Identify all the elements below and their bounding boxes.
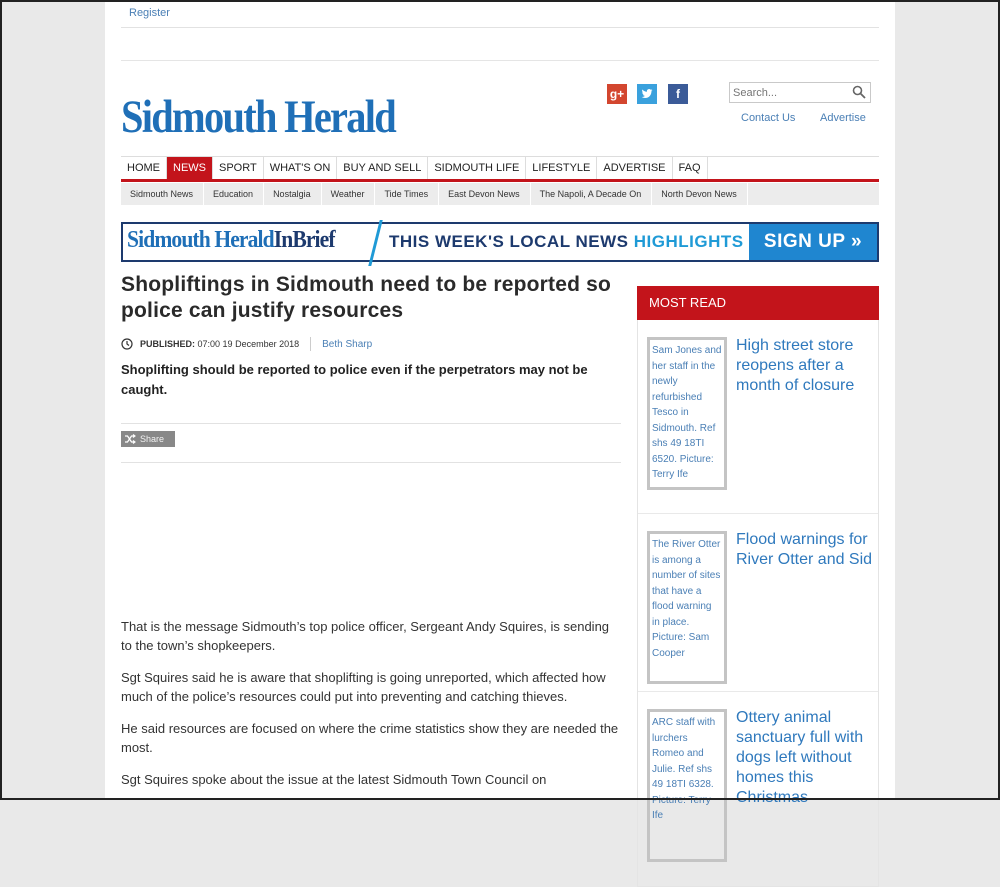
subnav-item-east-devon-news[interactable]: East Devon News bbox=[439, 183, 531, 205]
banner-logo-suffix: InBrief bbox=[273, 227, 335, 253]
share-button[interactable] bbox=[121, 431, 175, 447]
article-headline: Shopliftings in Sidmouth need to be reported so police can justify resources bbox=[121, 273, 612, 322]
most-read-heading: MOST READ bbox=[637, 286, 879, 320]
article-paragraph: He said resources are focused on where the crime statistics show they are needed the most. bbox=[121, 721, 619, 755]
nav-item-faq[interactable]: FAQ bbox=[673, 157, 708, 179]
clock-icon bbox=[121, 338, 133, 350]
article-paragraph: That is the message Sidmouth’s top police officer, Sergeant Andy Squires, is sending to the town’s shopkeepers. bbox=[121, 619, 610, 653]
article-thumbnail[interactable]: ARC staff with lurchers Romeo and Julie. Ref shs 49 18TI 6328. Picture: Terry Ife bbox=[647, 709, 727, 862]
nav-item-advertise[interactable]: ADVERTISE bbox=[597, 157, 672, 179]
page bbox=[105, 0, 895, 821]
main-nav bbox=[121, 156, 879, 182]
nav-item-news[interactable]: NEWS bbox=[167, 157, 213, 179]
published-date bbox=[140, 339, 299, 349]
facebook-icon[interactable]: f bbox=[668, 84, 688, 104]
sub-nav bbox=[121, 183, 879, 205]
most-read-title[interactable]: Flood warnings for River Otter and Sid bbox=[736, 531, 873, 568]
nav-item-home[interactable]: HOME bbox=[121, 157, 167, 179]
site-logo[interactable]: Sidmouth Herald bbox=[121, 91, 396, 143]
article-body bbox=[121, 617, 621, 802]
subnav-item-weather[interactable]: Weather bbox=[322, 183, 376, 205]
subnav-item-napoli[interactable]: The Napoli, A Decade On bbox=[531, 183, 653, 205]
most-read-panel bbox=[637, 286, 879, 821]
banner-text bbox=[389, 232, 744, 252]
author-link[interactable]: Beth Sharp bbox=[322, 338, 373, 350]
subnav-item-nostalgia[interactable]: Nostalgia bbox=[264, 183, 322, 205]
contact-us-link[interactable]: Contact Us bbox=[741, 112, 796, 124]
divider bbox=[121, 423, 621, 424]
subnav-item-education[interactable]: Education bbox=[204, 183, 264, 205]
nav-item-sport[interactable]: SPORT bbox=[213, 157, 264, 179]
most-read-title[interactable]: Ottery animal sanctuary full with dogs left without homes this Christmas bbox=[736, 709, 864, 806]
article-standfirst: Shoplifting should be reported to police even if the perpetrators may not be caught. bbox=[121, 362, 588, 397]
register-link[interactable]: Register bbox=[129, 7, 170, 19]
subnav-item-sidmouth-news[interactable]: Sidmouth News bbox=[121, 183, 204, 205]
published-label: PUBLISHED: bbox=[140, 339, 196, 349]
most-read-list bbox=[637, 320, 879, 887]
nav-item-buy-and-sell[interactable]: BUY AND SELL bbox=[337, 157, 428, 179]
search-icon[interactable] bbox=[852, 85, 866, 99]
share-icon bbox=[124, 433, 136, 445]
newsletter-banner[interactable] bbox=[121, 222, 879, 262]
article-paragraph: Sgt Squires spoke about the issue at the latest Sidmouth Town Council on bbox=[121, 772, 547, 787]
subnav-item-tide-times[interactable]: Tide Times bbox=[375, 183, 439, 205]
sign-up-button[interactable]: SIGN UP » bbox=[749, 224, 877, 260]
advertise-link[interactable]: Advertise bbox=[820, 112, 866, 124]
divider bbox=[121, 462, 621, 463]
share-label: Share bbox=[140, 434, 165, 444]
nav-item-lifestyle[interactable]: LIFESTYLE bbox=[526, 157, 597, 179]
google-plus-icon[interactable]: g+ bbox=[607, 84, 627, 104]
banner-logo bbox=[127, 227, 335, 254]
subnav-item-north-devon-news[interactable]: North Devon News bbox=[652, 183, 748, 205]
nav-item-sidmouth-life[interactable]: SIDMOUTH LIFE bbox=[428, 157, 526, 179]
most-read-item[interactable] bbox=[638, 320, 878, 514]
article-meta bbox=[121, 337, 372, 351]
published-value: 07:00 19 December 2018 bbox=[197, 339, 300, 349]
article-thumbnail[interactable]: Sam Jones and her staff in the newly refurbished Tesco in Sidmouth. Ref shs 49 18TI 6520. Picture: Terry Ife bbox=[647, 337, 727, 490]
most-read-title[interactable]: High street store reopens after a month of closure bbox=[736, 337, 855, 394]
banner-text-main: THIS WEEK'S LOCAL NEWS bbox=[389, 232, 629, 251]
search-box bbox=[729, 82, 871, 103]
most-read-item[interactable] bbox=[638, 692, 878, 886]
banner-logo-main: Sidmouth Herald bbox=[127, 227, 274, 253]
most-read-item[interactable] bbox=[638, 514, 878, 692]
banner-highlight: HIGHLIGHTS bbox=[633, 232, 744, 251]
twitter-icon[interactable] bbox=[637, 84, 657, 104]
article-thumbnail[interactable]: The River Otter is among a number of sites that have a flood warning in place. Picture: Sam Cooper bbox=[647, 531, 727, 684]
banner-divider bbox=[368, 220, 382, 266]
top-bar bbox=[121, 0, 879, 28]
article-paragraph: Sgt Squires said he is aware that shoplifting is going unreported, which affected how much of the police’s resources could put into preventing and catching thieves. bbox=[121, 670, 606, 704]
search-input[interactable] bbox=[730, 84, 848, 103]
nav-item-whats-on[interactable]: WHAT'S ON bbox=[264, 157, 338, 179]
meta-separator bbox=[310, 337, 311, 351]
divider bbox=[121, 60, 879, 61]
